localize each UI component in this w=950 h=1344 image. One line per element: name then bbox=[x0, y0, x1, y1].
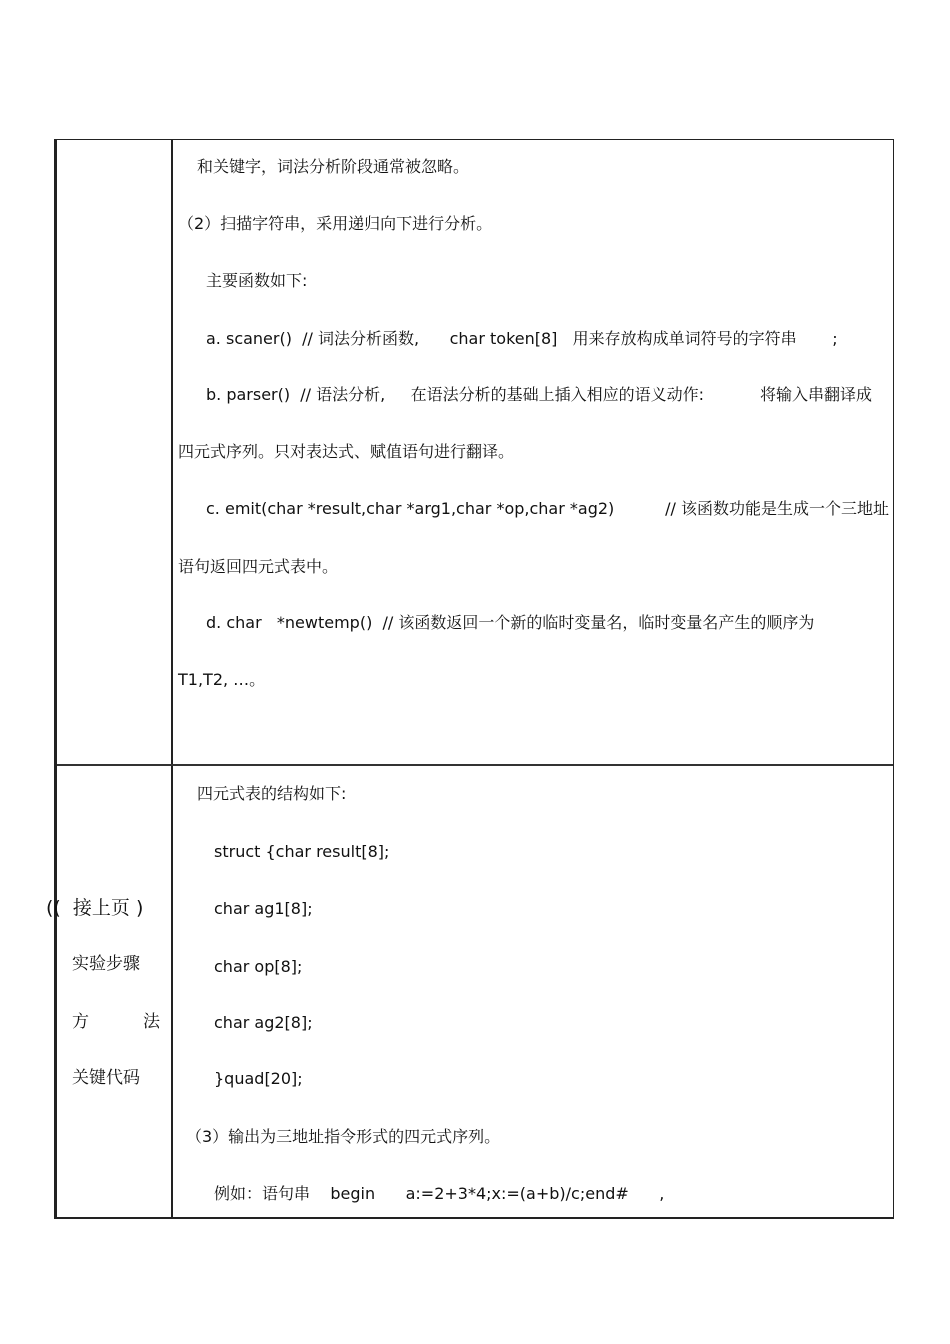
content-line: b. parser() // 语法分析, 在语法分析的基础上插入相应的语义动作: 将输入串翻译成 bbox=[206, 385, 873, 404]
content-line: 和关键字，词法分析阶段通常被忽略。 bbox=[197, 157, 470, 176]
code-line: }quad[20]; bbox=[214, 1069, 303, 1088]
content-line: （2）扫描字符串，采用递归向下进行分析。 bbox=[178, 214, 493, 233]
content-line: a. scaner() // 词法分析函数, char token[8] 用来存放构成单词符号的字符串 ; bbox=[206, 329, 838, 348]
code-line: char ag2[8]; bbox=[214, 1013, 313, 1032]
code-line: struct {char result[8]; bbox=[214, 842, 390, 861]
example-line: 例如：语句串 begin a:=2+3*4;x:=(a+b)/c;end# , bbox=[214, 1184, 665, 1203]
code-line: char ag1[8]; bbox=[214, 899, 313, 918]
column-divider bbox=[171, 140, 173, 1217]
content-line: 语句返回四元式表中。 bbox=[178, 557, 339, 576]
section-label-code: 关键代码 bbox=[72, 1068, 140, 1088]
section-label-steps: 实验步骤 bbox=[72, 954, 140, 974]
content-line: d. char *newtemp() // 该函数返回一个新的临时变量名，临时变量名产生的顺序为 bbox=[206, 613, 815, 632]
content-line: T1,T2, …。 bbox=[178, 670, 266, 689]
row-divider bbox=[57, 764, 893, 766]
section-label-method: 方 法 bbox=[72, 1012, 161, 1032]
content-line: 四元式表的结构如下: bbox=[197, 784, 347, 803]
content-line: c. emit(char *result,char *arg1,char *op,char *ag2) // 该函数功能是生成一个三地址 bbox=[206, 499, 890, 518]
continued-label: (( 接上页 ) bbox=[46, 897, 144, 919]
content-line: 主要函数如下: bbox=[206, 271, 308, 290]
content-line: 四元式序列。只对表达式、赋值语句进行翻译。 bbox=[178, 442, 515, 461]
code-line: char op[8]; bbox=[214, 957, 303, 976]
content-line: （3）输出为三地址指令形式的四元式序列。 bbox=[186, 1127, 501, 1146]
